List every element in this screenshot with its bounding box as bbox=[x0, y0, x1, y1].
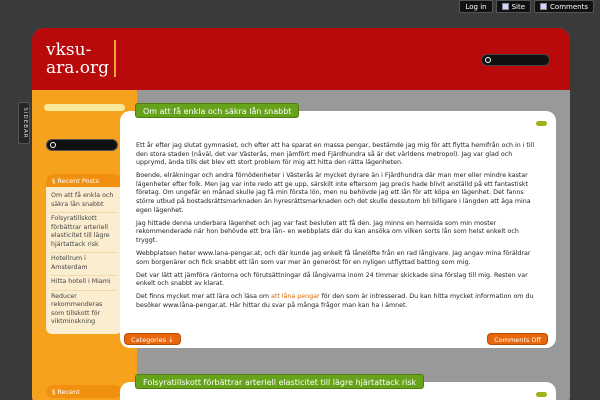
post-title[interactable]: Folsyratillskott förbättrar arteriell elasticitet till lägre hjärtattack risk bbox=[135, 374, 424, 389]
site-icon bbox=[502, 3, 509, 10]
categories-button[interactable]: Categories ↓ bbox=[124, 333, 181, 345]
post-content bbox=[136, 142, 541, 315]
comments-off-badge[interactable]: Comments Off bbox=[487, 333, 548, 345]
recent-posts-heading: § Recent Posts bbox=[46, 174, 122, 187]
comments-button[interactable] bbox=[534, 0, 594, 13]
post-toggle[interactable] bbox=[536, 121, 547, 126]
recent-posts-widget bbox=[46, 174, 122, 334]
post-card bbox=[120, 378, 556, 400]
recent-heading: § Recent bbox=[46, 385, 122, 398]
post-paragraph: Webbplatsen heter www.lana-pengar.at, och där kunde jag enkelt få lånelöfte från en rad långivare. Jag angav mina föräldrar som borgenärer och fick snabbt ett lån som var mer än generöst för en nyligen utflyttad batting som mig. bbox=[136, 250, 531, 266]
sidebar-toggle-label: SIDEBAR bbox=[22, 107, 28, 139]
comments-icon bbox=[540, 3, 547, 10]
header-search-input[interactable] bbox=[481, 54, 550, 66]
post-paragraph: Det var lätt att jämföra räntorna och förutsättningar då långivarna inom 24 timmar skickade sina förslag till mig. Resten var enkelt och snabbt av klarat. bbox=[136, 271, 528, 288]
site-label: Site bbox=[511, 2, 526, 11]
search-icon bbox=[50, 142, 56, 148]
post-text: Det finns mycket mer att lära och läsa om bbox=[136, 293, 272, 301]
post-paragraph: Boende, elräkningar och andra förnödenheter i Västerås är mycket dyrare än i Fjärdhundra där man mer eller mindre kastar lägenheter efter folk. Men jag var inte redo att ge upp, särskilt inte eftersom jag precis hade blivit anställd på ett fantastiskt företag. Om ungefär en månad skulle jag få min första lön, men nu behövde jag ett lån för att köpa en lägenhet. Det fanns större utbud på bostadsrättsmarknaden än hyresrättsmarknaden och det skulle dessutom bli billigare i längden att äga mina egen lägenhet. bbox=[136, 172, 531, 214]
recent-post-link[interactable]: Hotellrum i Amsterdam bbox=[51, 253, 117, 276]
login-label: Log in bbox=[465, 2, 487, 11]
post-paragraph: Jag hittade denna underbara lägenhet och jag var fast besluten att få den. Jag minns en hemsida som min moster rekommenderade när hon behövde ett bra lån– en webbplats där du kan ansöka om vilken sorts lån som helst enkelt och tryggt. bbox=[136, 219, 519, 244]
recent-posts-list bbox=[46, 187, 122, 334]
sidebar-search-input[interactable] bbox=[46, 139, 118, 151]
site-button[interactable] bbox=[496, 0, 531, 13]
sidebar-top-bar bbox=[44, 104, 125, 111]
site-header bbox=[32, 28, 570, 90]
search-icon bbox=[485, 57, 491, 63]
recent-post-link[interactable]: Folsyratillskott förbättrar arteriell elasticitet till lägre hjärtattack risk bbox=[51, 213, 117, 253]
recent-post-link[interactable]: Hitta hotell i Miami bbox=[51, 276, 117, 291]
recent-widget bbox=[46, 385, 122, 398]
title-divider bbox=[114, 40, 116, 77]
recent-post-link[interactable]: Om att få enkla och säkra lån snabbt bbox=[51, 190, 117, 213]
recent-post-link[interactable]: Reducer rekommenderas som tillskott för viktminskning bbox=[51, 292, 103, 325]
post-toggle[interactable] bbox=[536, 392, 547, 397]
post-title[interactable]: Om att få enkla och säkra lån snabbt bbox=[135, 103, 299, 118]
sidebar-toggle-tab[interactable] bbox=[18, 102, 30, 144]
post-paragraph bbox=[136, 293, 541, 310]
post-paragraph: Ett år efter jag slutat gymnasiet, och efter att ha sparat en massa pengar, bestämde jag mig för att flytta hemifrån och in i till den stora staden (nåväl, det var Västerås, men jämfört med Fjärdhundra så är det världens metropol). Jag var glad och upprymd, ända tills det blev ett stort problem för mig att hitta den rätta lägenheten. bbox=[136, 142, 535, 167]
site-title[interactable]: vksu-ara.org bbox=[46, 40, 110, 78]
post-text: för den som är intresserad. Du kan hitta mycket information om du besöker www.låna-pengar.at. Här hittar du svar på många frågor man kan ha i ämnet. bbox=[136, 293, 534, 309]
post-link[interactable]: att låna pengar bbox=[271, 293, 320, 301]
admin-bar bbox=[459, 0, 600, 14]
post-card bbox=[120, 107, 556, 348]
login-button[interactable] bbox=[459, 0, 492, 13]
comments-label: Comments bbox=[550, 2, 588, 11]
